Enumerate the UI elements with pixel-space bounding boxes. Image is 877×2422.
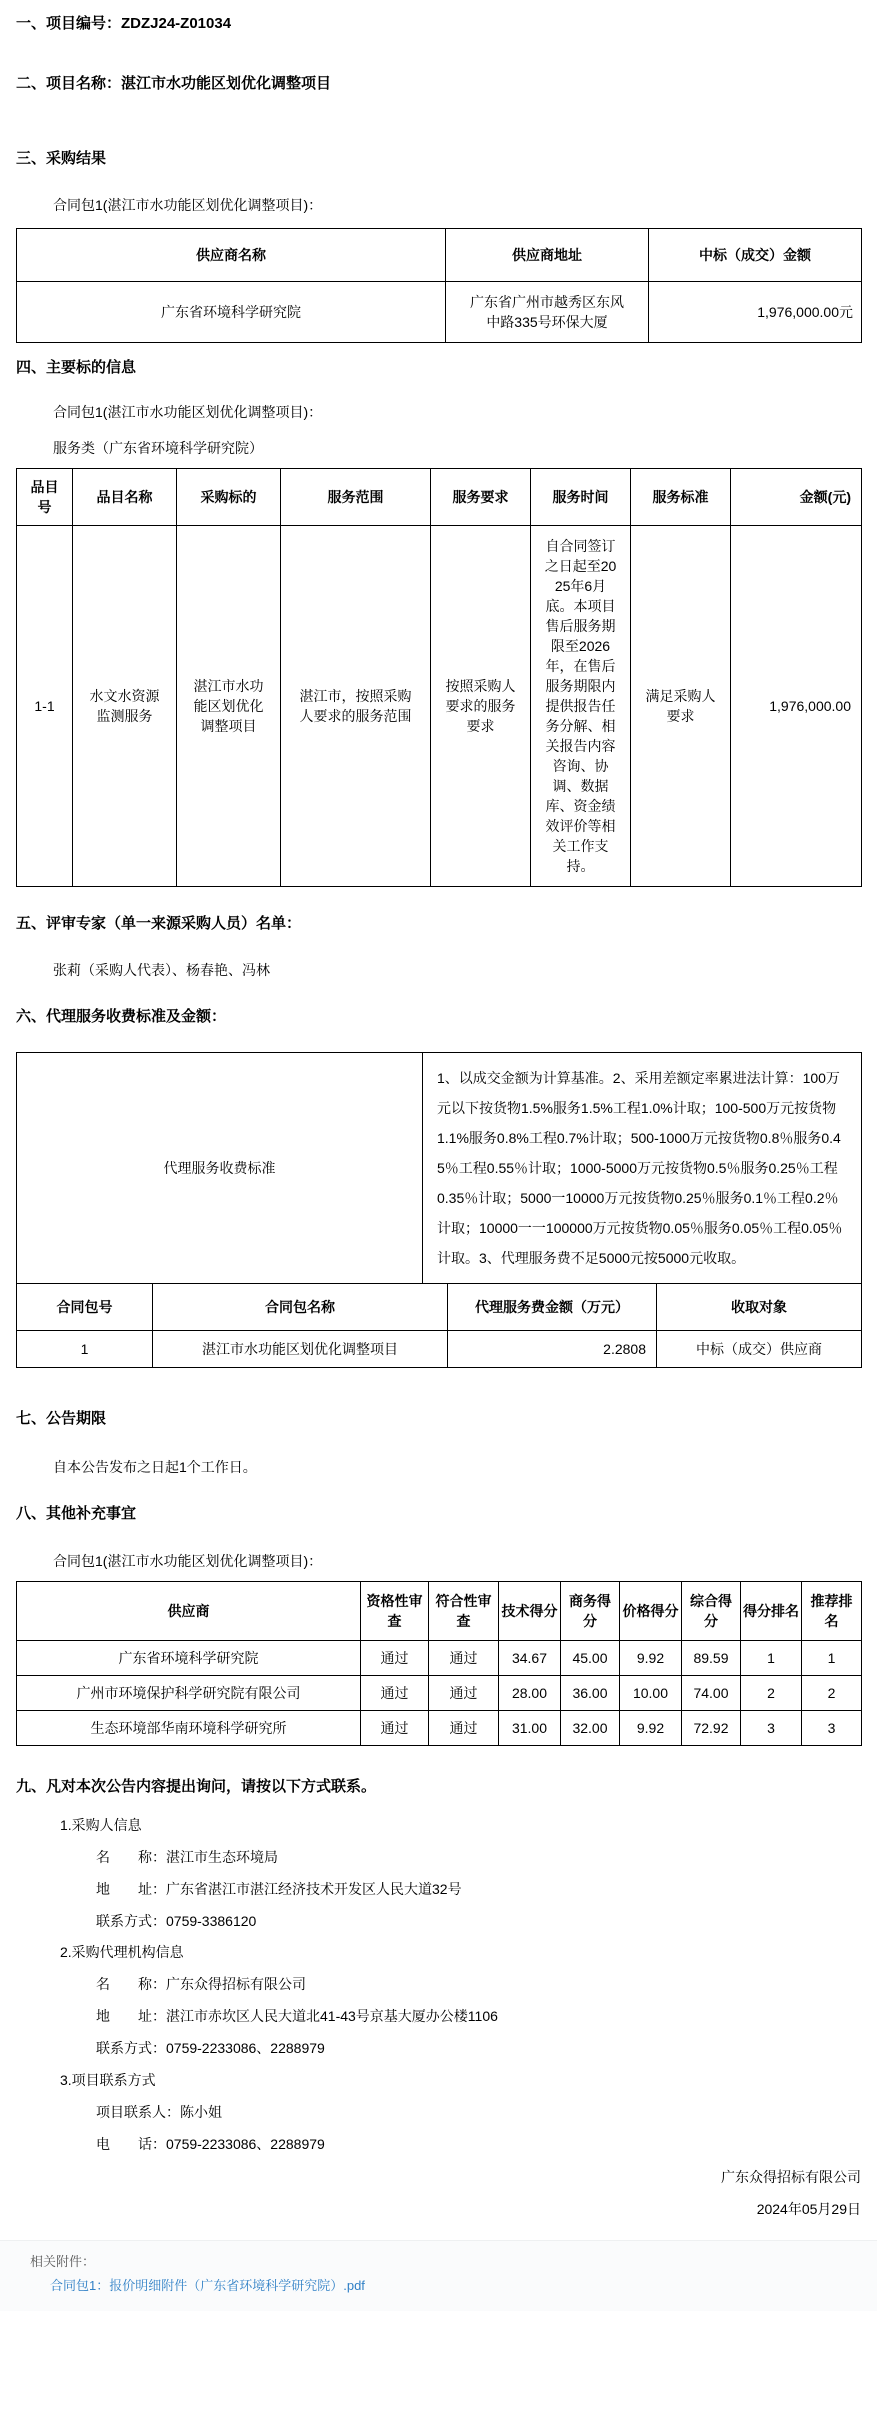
score-cell-conformity: 通过 (429, 1711, 499, 1746)
result-table (16, 228, 862, 343)
result-header-supplier-name: 供应商名称 (17, 229, 446, 282)
score-header-technical: 技术得分 (499, 1582, 561, 1641)
score-cell-technical: 34.67 (499, 1641, 561, 1676)
score-cell-recommend-rank: 2 (802, 1676, 862, 1711)
section-subject-info-title: 四、主要标的信息 (16, 359, 137, 376)
section-supplementary-title: 八、其他补充事宜 (16, 1505, 137, 1522)
score-cell-qualification: 通过 (361, 1641, 429, 1676)
agency-fee-cell-payer: 中标（成交）供应商 (657, 1331, 862, 1368)
agency-fee-row (17, 1331, 862, 1368)
agency-fee-standard-text: 1、以成交金额为计算基准。2、采用差额定率累进法计算：100万元以下按货物1.5%服务1.5%工程1.0%计取；100-500万元按货物1.1%服务0.8%工程0.7%计取；500-1000万元按货物0.8％服务0.45％工程0.55％计取；1000-5000万元按货物0.5％服务0.25％工程0.35％计取；5000一10000万元按货物0.25％服务0.1％工程0.2％计取；10000一一100000万元按货物0.05％服务0.05％工程0.05％计取。3、代理服务费不足5000元按5000元收取。 (423, 1053, 862, 1284)
score-cell-price: 9.92 (620, 1641, 682, 1676)
package-line-supplementary: 合同包1(湛江市水功能区划优化调整项目)： (53, 1553, 323, 1569)
result-cell-supplier-name: 广东省环境科学研究院 (17, 282, 446, 343)
score-header-qualification-review: 资格性审查 (361, 1582, 429, 1641)
announcement-period-text: 自本公告发布之日起1个工作日。 (53, 1459, 257, 1475)
score-cell-conformity: 通过 (429, 1641, 499, 1676)
agency-fee-standard-row (17, 1053, 862, 1284)
score-cell-total: 74.00 (682, 1676, 741, 1711)
score-cell-commercial: 32.00 (561, 1711, 620, 1746)
subject-header-standard: 服务标准 (631, 469, 731, 526)
agency-info-heading: 2.采购代理机构信息 (60, 1944, 184, 1960)
attachment-pdf-link[interactable]: 合同包1：报价明细附件（广东省环境科学研究院）.pdf (50, 2278, 365, 2293)
score-header-commercial: 商务得分 (561, 1582, 620, 1641)
result-table-header-row (17, 229, 862, 282)
result-table-row (17, 282, 862, 343)
subject-cell-standard: 满足采购人要求 (631, 526, 731, 887)
score-cell-commercial: 45.00 (561, 1641, 620, 1676)
agency-fee-standard-label: 代理服务收费标准 (17, 1053, 423, 1284)
subject-cell-requirement: 按照采购人要求的服务要求 (431, 526, 531, 887)
score-cell-price: 9.92 (620, 1711, 682, 1746)
package-line-subject: 合同包1(湛江市水功能区划优化调整项目)： (53, 404, 323, 420)
result-header-award-amount: 中标（成交）金额 (649, 229, 862, 282)
subject-table-row (17, 526, 862, 887)
result-cell-award-amount: 1,976,000.00元 (649, 282, 862, 343)
section-agency-fee-title: 六、代理服务收费标准及金额： (16, 1008, 227, 1025)
score-table-header-row (17, 1582, 862, 1641)
package-line-result: 合同包1(湛江市水功能区划优化调整项目)： (53, 197, 323, 213)
subject-cell-scope: 湛江市，按照采购人要求的服务范围 (281, 526, 431, 887)
purchaser-address: 地 址：广东省湛江市湛江经济技术开发区人民大道32号 (96, 1881, 462, 1897)
result-header-supplier-address: 供应商地址 (446, 229, 649, 282)
score-header-conformity-review: 符合性审查 (429, 1582, 499, 1641)
score-cell-qualification: 通过 (361, 1711, 429, 1746)
score-cell-commercial: 36.00 (561, 1676, 620, 1711)
score-table-row (17, 1711, 862, 1746)
score-cell-score-rank: 2 (741, 1676, 802, 1711)
purchaser-contact: 联系方式：0759-3386120 (96, 1913, 257, 1929)
subject-header-item-name: 品目名称 (73, 469, 177, 526)
agency-fee-header-payer: 收取对象 (657, 1284, 862, 1331)
section-project-name: 二、项目名称：湛江市水功能区划优化调整项目 (16, 75, 332, 92)
score-cell-recommend-rank: 1 (802, 1641, 862, 1676)
experts-list: 张莉（采购人代表）、杨春艳、冯林 (53, 962, 270, 978)
agency-fee-header-amount: 代理服务费金额（万元） (448, 1284, 657, 1331)
signature-date: 2024年05月29日 (756, 2201, 861, 2217)
score-table-row (17, 1676, 862, 1711)
score-cell-technical: 31.00 (499, 1711, 561, 1746)
subject-info-table (16, 468, 862, 887)
score-cell-total: 72.92 (682, 1711, 741, 1746)
agency-name: 名 称：广东众得招标有限公司 (96, 1976, 306, 1992)
project-contact-person: 项目联系人：陈小姐 (96, 2104, 222, 2120)
section-contact-title: 九、凡对本次公告内容提出询问，请按以下方式联系。 (16, 1778, 377, 1795)
agency-fee-header-row (17, 1284, 862, 1331)
agency-fee-amount-table (16, 1283, 862, 1368)
agency-fee-cell-package-name: 湛江市水功能区划优化调整项目 (153, 1331, 448, 1368)
section-announcement-period-title: 七、公告期限 (16, 1410, 107, 1427)
agency-fee-cell-package-no: 1 (17, 1331, 153, 1368)
score-cell-recommend-rank: 3 (802, 1711, 862, 1746)
score-cell-qualification: 通过 (361, 1676, 429, 1711)
project-contact-phone: 电 话：0759-2233086、2288979 (96, 2136, 325, 2152)
score-cell-supplier: 广州市环境保护科学研究院有限公司 (17, 1676, 361, 1711)
subject-header-target: 采购标的 (177, 469, 281, 526)
score-cell-total: 89.59 (682, 1641, 741, 1676)
subject-header-item-no: 品目号 (17, 469, 73, 526)
agency-fee-header-package-no: 合同包号 (17, 1284, 153, 1331)
attachments-label: 相关附件： (30, 2254, 96, 2269)
score-cell-conformity: 通过 (429, 1676, 499, 1711)
subject-table-header-row (17, 469, 862, 526)
score-header-supplier: 供应商 (17, 1582, 361, 1641)
section-experts-title: 五、评审专家（单一来源采购人员）名单： (16, 915, 302, 932)
agency-fee-standard-table (16, 1052, 862, 1284)
project-contact-heading: 3.项目联系方式 (60, 2072, 156, 2088)
agency-address: 地 址：湛江市赤坎区人民大道北41-43号京基大厦办公楼1106 (96, 2008, 498, 2024)
attachments-footer (0, 2240, 877, 2311)
section-procurement-result-title: 三、采购结果 (16, 150, 107, 167)
score-cell-score-rank: 3 (741, 1711, 802, 1746)
subject-cell-target: 湛江市水功能区划优化调整项目 (177, 526, 281, 887)
result-cell-supplier-address: 广东省广州市越秀区东风中路335号环保大厦 (446, 282, 649, 343)
score-cell-score-rank: 1 (741, 1641, 802, 1676)
agency-contact: 联系方式：0759-2233086、2288979 (96, 2040, 325, 2056)
score-cell-supplier: 生态环境部华南环境科学研究所 (17, 1711, 361, 1746)
subject-header-amount: 金额(元) (731, 469, 862, 526)
score-cell-supplier: 广东省环境科学研究院 (17, 1641, 361, 1676)
subject-cell-item-no: 1-1 (17, 526, 73, 887)
score-cell-technical: 28.00 (499, 1676, 561, 1711)
subject-header-requirement: 服务要求 (431, 469, 531, 526)
subject-cell-amount: 1,976,000.00 (731, 526, 862, 887)
agency-fee-cell-amount: 2.2808 (448, 1331, 657, 1368)
score-header-price: 价格得分 (620, 1582, 682, 1641)
agency-fee-header-package-name: 合同包名称 (153, 1284, 448, 1331)
subject-cell-item-name: 水文水资源监测服务 (73, 526, 177, 887)
score-table (16, 1581, 862, 1746)
score-table-row (17, 1641, 862, 1676)
service-category-line: 服务类（广东省环境科学研究院） (53, 440, 263, 456)
score-cell-price: 10.00 (620, 1676, 682, 1711)
score-header-score-rank: 得分排名 (741, 1582, 802, 1641)
subject-cell-time: 自合同签订之日起至2025年6月底。本项目售后服务期限至2026年，在售后服务期限内提供报告任务分解、相关报告内容咨询、协调、数据库、资金绩效评价等相关工作支持。 (531, 526, 631, 887)
subject-header-scope: 服务范围 (281, 469, 431, 526)
score-header-total: 综合得分 (682, 1582, 741, 1641)
subject-header-time: 服务时间 (531, 469, 631, 526)
purchaser-info-heading: 1.采购人信息 (60, 1817, 142, 1833)
section-project-number: 一、项目编号：ZDZJ24-Z01034 (16, 15, 232, 32)
score-header-recommend-rank: 推荐排名 (802, 1582, 862, 1641)
purchaser-name: 名 称：湛江市生态环境局 (96, 1849, 278, 1865)
signature-company: 广东众得招标有限公司 (721, 2169, 861, 2185)
